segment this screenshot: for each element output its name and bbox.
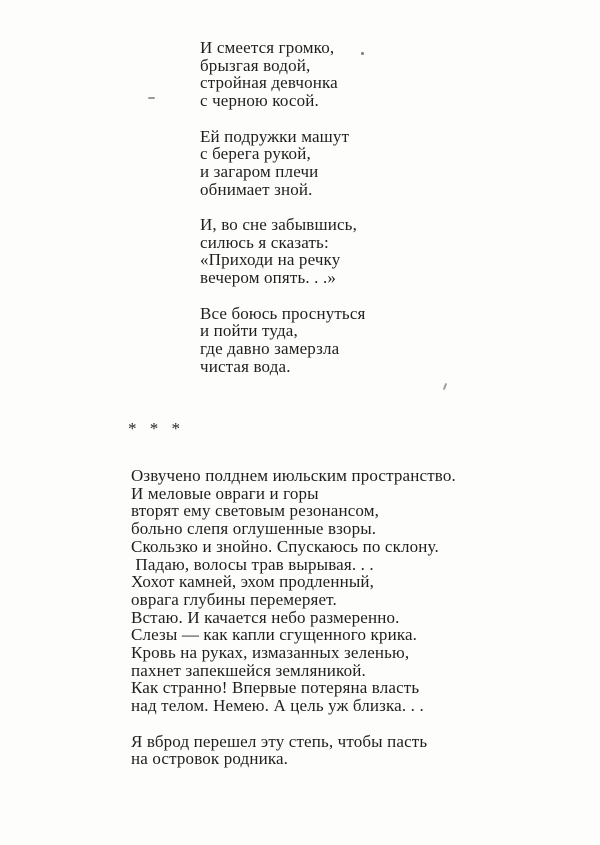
poem-line: «Приходи на речку — [200, 250, 341, 270]
poem-line: над телом. Немею. А цель уж близка. . . — [131, 696, 424, 716]
poem-line: Я вброд перешел эту степь, чтобы пасть — [131, 731, 428, 751]
poem-line: Хохот камней, эхом продленный, — [131, 572, 375, 592]
poem-line: И меловые овраги и горы — [131, 483, 319, 503]
poem-line: Скользко и знойно. Спускаюсь по склону. — [131, 536, 439, 556]
poem-line: Слезы — как капли сгущенного крика. — [131, 625, 418, 645]
poem-line: Ей подружки машут — [200, 126, 350, 146]
poem-line: И смеется громко, — [200, 38, 335, 57]
poem-line: вторят ему световым резонансом, — [131, 501, 380, 521]
poem-line: оврага глубины перемеряет. — [131, 589, 337, 609]
poem-line: на островок родника. — [131, 749, 289, 769]
poem-line: Кровь на руках, измазанных зеленью, — [131, 643, 410, 663]
scan-artifact-tick — [443, 383, 447, 390]
poem-line: вечером опять. . .» — [200, 268, 337, 288]
poem-line: брызгая водой, — [200, 55, 311, 75]
poem-line: силюсь я сказать: — [200, 232, 329, 252]
stanza — [131, 733, 456, 768]
poem-line: Встаю. И качается небо размеренно. — [131, 607, 400, 627]
poem-line: больно слепя оглушенные взоры. — [131, 519, 377, 539]
stanza — [200, 305, 366, 376]
poem-line: обнимает зной. — [200, 179, 313, 199]
scan-artifact-dot — [361, 52, 364, 55]
poem-line: и пойти туда, — [200, 321, 298, 341]
poem-line: где давно замерзла — [200, 338, 340, 358]
poem-line: с берега рукой, — [200, 144, 311, 164]
scan-artifact-dash — [148, 97, 155, 99]
poem-line: чистая вода. — [200, 356, 291, 376]
poem-first — [200, 39, 366, 375]
poem-line: с черною косой. — [200, 91, 319, 111]
poem-line: Падаю, волосы трав вырывая. . . — [131, 554, 374, 574]
stanza — [200, 128, 366, 199]
poem-line: Как странно! Впервые потеряна власть — [131, 678, 420, 698]
poem-second — [131, 467, 456, 768]
stanza — [200, 39, 366, 110]
poem-line: И, во сне забывшись, — [200, 215, 357, 234]
poem-line: стройная девчонка — [200, 73, 338, 93]
stanza-separator: * * * — [128, 419, 180, 438]
poem-line: Озвучено полднем июльским пространство. — [131, 466, 456, 485]
poem-line: пахнет запекшейся земляникой. — [131, 660, 366, 680]
stanza — [200, 216, 366, 287]
stanza — [131, 467, 456, 715]
poem-line: Все боюсь проснуться — [200, 303, 366, 323]
poem-line: и загаром плечи — [200, 161, 319, 181]
